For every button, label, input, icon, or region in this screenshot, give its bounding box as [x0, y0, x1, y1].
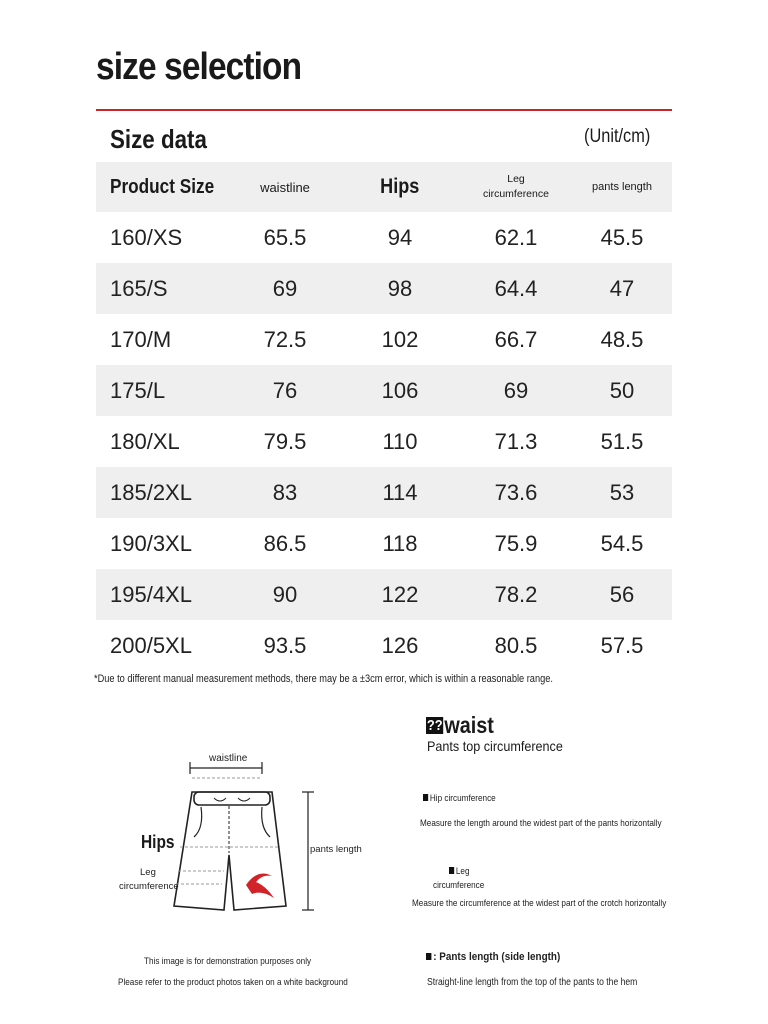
bullet-icon [426, 953, 431, 960]
cell-size: 170/M [110, 326, 172, 352]
cell-leg-circumference: 66.7 [494, 326, 538, 352]
diagram-hips-label: Hips [141, 832, 175, 852]
table-row [96, 518, 672, 569]
header-pants-length: pants length [592, 181, 652, 193]
cell-pants-length: 45.5 [600, 224, 644, 250]
waist-number-mark: ?? [426, 717, 443, 734]
leg-definition-title-1: Leg [449, 866, 470, 877]
cell-size: 190/3XL [110, 530, 192, 556]
cell-waistline: 90 [272, 581, 298, 607]
title-divider [96, 109, 672, 111]
cell-hips: 122 [381, 581, 419, 607]
length-definition-title: : Pants length (side length) [426, 951, 560, 963]
table-title: Size data [110, 124, 207, 154]
header-waistline: waistline [260, 179, 310, 195]
unit-label: (Unit/cm) [584, 126, 651, 147]
header-leg-circumference: Leg circumference [483, 173, 549, 200]
table-row [96, 416, 672, 467]
bullet-icon [423, 794, 428, 801]
table-body [96, 212, 672, 671]
cell-waistline: 65.5 [263, 224, 307, 250]
cell-pants-length: 48.5 [600, 326, 644, 352]
header-product-size: Product Size [110, 175, 215, 198]
table-row [96, 467, 672, 518]
diagram-leg-label-2: circumference [119, 881, 179, 892]
cell-leg-circumference: 64.4 [494, 275, 538, 301]
cell-hips: 110 [382, 428, 418, 454]
cell-size: 165/S [110, 275, 168, 301]
table-row [96, 620, 672, 671]
cell-hips: 94 [387, 224, 413, 250]
table-row [96, 212, 672, 263]
cell-pants-length: 47 [609, 275, 635, 301]
shorts-diagram [96, 740, 366, 930]
cell-size: 160/XS [110, 224, 183, 250]
cell-pants-length: 53 [609, 479, 635, 505]
page-title: size selection [96, 46, 302, 88]
cell-pants-length: 51.5 [600, 428, 644, 454]
table-header-row [96, 162, 672, 212]
cell-leg-circumference: 73.6 [494, 479, 538, 505]
cell-waistline: 69 [272, 275, 298, 301]
header-hips: Hips [380, 175, 420, 198]
table-row [96, 314, 672, 365]
cell-pants-length: 56 [609, 581, 635, 607]
cell-size: 200/5XL [110, 632, 192, 658]
measurement-note: *Due to different manual measurement methods, there may be a ±3cm error, which is within a reasonable range. [94, 673, 553, 685]
cell-leg-circumference: 69 [503, 377, 529, 403]
size-table [96, 162, 672, 671]
cell-pants-length: 54.5 [600, 530, 644, 556]
diagram-waist-label: waistline [209, 753, 248, 764]
hip-definition-desc: Measure the length around the widest part of the pants horizontally [420, 818, 662, 829]
cell-hips: 118 [382, 530, 418, 556]
cell-hips: 126 [381, 632, 419, 658]
cell-size: 185/2XL [110, 479, 192, 505]
cell-hips: 114 [382, 479, 418, 505]
cell-size: 180/XL [110, 428, 180, 454]
cell-waistline: 83 [272, 479, 298, 505]
cell-hips: 106 [381, 377, 419, 403]
waist-definition-title: ??waist [426, 712, 494, 738]
cell-leg-circumference: 75.9 [494, 530, 538, 556]
cell-hips: 98 [387, 275, 413, 301]
leg-definition-title-2: circumference [433, 880, 485, 891]
cell-pants-length: 50 [609, 377, 635, 403]
table-row [96, 569, 672, 620]
cell-size: 175/L [110, 377, 166, 403]
length-definition-desc: Straight-line length from the top of the pants to the hem [427, 977, 638, 988]
cell-hips: 102 [381, 326, 419, 352]
cell-leg-circumference: 62.1 [494, 224, 538, 250]
table-row [96, 365, 672, 416]
cell-waistline: 79.5 [263, 428, 307, 454]
diagram-length-label: pants length [310, 844, 362, 855]
leg-definition-desc: Measure the circumference at the widest part of the crotch horizontally [412, 898, 667, 909]
cell-pants-length: 57.5 [600, 632, 644, 658]
waist-definition-desc: Pants top circumference [427, 738, 563, 754]
cell-size: 195/4XL [110, 581, 192, 607]
cell-leg-circumference: 78.2 [494, 581, 538, 607]
cell-leg-circumference: 80.5 [494, 632, 538, 658]
disclaimer-line-2: Please refer to the product photos taken on a white background [118, 977, 348, 988]
bullet-icon [449, 867, 454, 874]
hip-definition-title: Hip circumference [423, 793, 496, 804]
cell-waistline: 86.5 [263, 530, 307, 556]
cell-waistline: 93.5 [263, 632, 307, 658]
cell-leg-circumference: 71.3 [494, 428, 538, 454]
diagram-leg-label-1: Leg [140, 867, 156, 878]
table-row [96, 263, 672, 314]
cell-waistline: 72.5 [263, 326, 307, 352]
waist-dimension-line [190, 762, 262, 778]
cell-waistline: 76 [272, 377, 298, 403]
disclaimer-line-1: This image is for demonstration purposes only [144, 956, 312, 967]
